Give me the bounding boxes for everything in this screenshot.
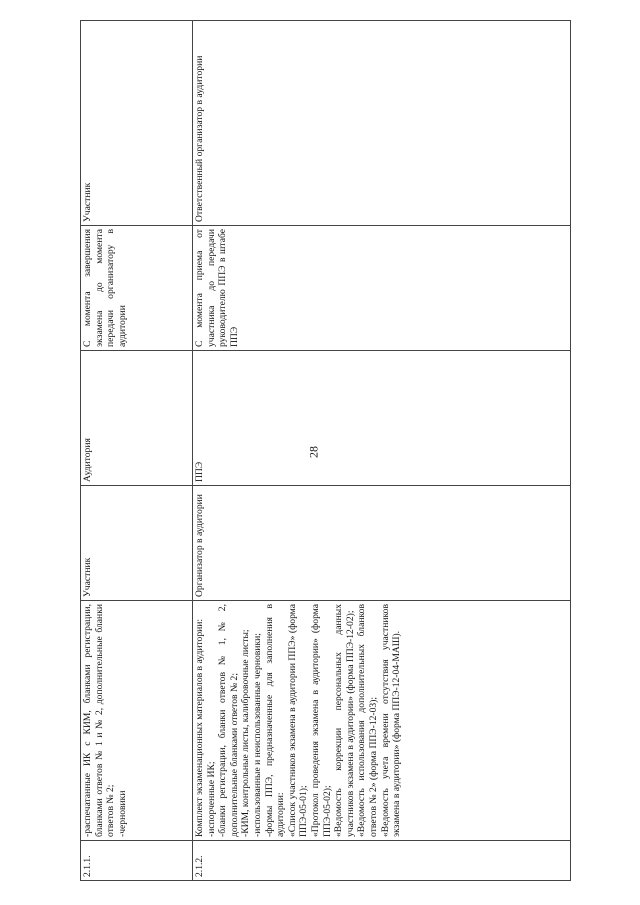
page-number: 28 [306,446,321,458]
table-row [81,21,193,881]
material-item: -КИМ, контрольные листы, калибровочные листы; [240,629,252,837]
participant-cell: Участник [81,486,193,601]
responsible-cell: Участник [81,21,193,226]
material-item: -бланки регистрации, бланки ответов № 1, № 2, дополнительные бланками ответов № 2; [217,604,240,837]
material-item: Комплект экзаменационных материалов в аудитории: [194,618,205,837]
rotated-table-inner [80,21,570,881]
material-item: -распечатанные ИК с КИМ, бланками регистрации, бланками ответов № 1 и № 2, дополнительные бланки ответов № 2; [82,604,117,837]
row-number-cell: 2.1.1. [81,841,193,881]
material-item: «Ведомость учета времени отсутствия участников экзамена в аудитории» (форма ППЭ-12-04-МАШ). [379,604,403,837]
material-item: «Ведомость использования дополнительных бланков ответов № 2» (форма ППЭ-12-03); [356,604,379,837]
materials-cell [81,601,193,841]
rotated-table-area [80,21,570,881]
location-cell: Аудитория [81,351,193,486]
material-item: -испорченные ИК; [205,761,217,837]
materials-cell [193,601,571,841]
time-cell: С момента завершения экзамена до момента передачи организатору в аудитории [81,226,193,351]
materials-table [80,20,571,881]
location-cell: ППЭ [193,351,571,486]
responsible-cell: Ответственный организатор в аудитории [193,21,571,226]
time-cell: С момента приема от участника до передачи руководителю ППЭ в штабе ППЭ [193,226,571,351]
table-row [193,21,571,881]
material-item: «Список участников экзамена в аудитории ППЭ» (форма ППЭ-05-01); [286,604,310,837]
material-item: -формы ППЭ, предназначенные для заполнения в аудитории: [263,604,287,837]
material-item: «Ведомость коррекции персональных данных участников экзамена в аудитории» (форма ППЭ-12-02); [333,604,356,837]
material-item: -черновики [116,790,128,837]
material-item: «Протокол проведения экзамена в аудитории» (форма ППЭ-05-02); [309,604,333,837]
row-number-cell: 2.1.2. [193,841,571,881]
participant-cell: Организатор в аудитории [193,486,571,601]
material-item: -использованные и неиспользованные черновики; [251,633,263,837]
